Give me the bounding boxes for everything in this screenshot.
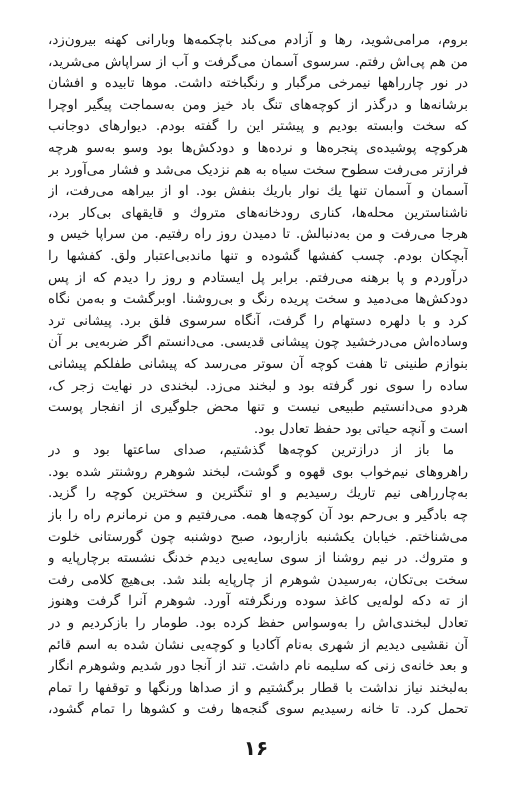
text-line: تعادل لبخندی‌اش را به‌وسواس حفظ کرده بود. طومار را بازکردیم و در: [48, 616, 468, 632]
body-text: [48, 30, 468, 721]
text-line: آسمان و آسمان تنها یك نوار باریك بنفش بود. او از بیراهه می‌رفت، از: [48, 184, 468, 200]
text-line: کرد و با دلهره دستهام را گرفت، آنگاه سرسوی فلق برد. پیشانی ترد: [48, 313, 468, 329]
text-line: من هم پی‌اش رفتم. سرسوی آسمان می‌گرفت و آب از سراپاش می‌شرید،: [48, 54, 468, 70]
text-line: ناشناسترین محله‌ها، کناری رودخانه‌های متروك و قایقهای بی‌کار برد،: [48, 205, 468, 221]
text-line: بروم، مرامی‌شوید، رها و آزادم می‌کند باچکمه‌ها وبارانی کهنه بیرون‌زد،: [48, 33, 468, 48]
text-line: و بعد خانه‌ی زنی که سلیمه نام داشت. تند از آنجا دور شدیم وشوهرم انگار: [48, 659, 468, 675]
text-line: برشانه‌ها و درگذر از کوچه‌های تنگ باد خیز ومن به‌سماجت پیگیر اوچرا: [48, 97, 468, 113]
text-line: به‌لبخند نیاز نداشت با قطار برگشتیم و از صداها ورنگها و توقفها را تمام: [48, 680, 468, 696]
paragraph-2: [48, 440, 468, 721]
text-line: هردو می‌دانستیم طبیعی نیست و تنها محض جلوگیری از انفجار پوست: [48, 400, 468, 416]
text-line: درآوردم و پا برهنه می‌رفتم. برابر پل ایستادم و روز را دیدم که از پس: [48, 270, 468, 286]
text-line: دودکش‌ها می‌دمید و سخت پریده رنگ و بی‌روشنا. اوبرگشت و به‌من نگاه: [48, 292, 468, 308]
text-line: که سخت وابسته بودیم و پیشتر این را گفته بودم. دیوارهای دوجانب: [48, 119, 468, 135]
page-number: ۱۶: [243, 736, 269, 760]
text-line: ما باز از درازترین کوچه‌ها گذشتیم، صدای ساعتها بود و در: [48, 443, 454, 459]
text-line: است و آنچه حیاتی بود حفظ تعادل بود.: [253, 421, 468, 437]
text-line: وساده‌اش می‌درخشید چون پیشانی قدیسی. می‌دانستم اگر ضربه‌یی بر آن: [48, 335, 468, 351]
text-line: هرجا می‌رفت و من به‌دنبالش. تا دمیدن روز راه رفتیم. من سراپا خیس و: [48, 227, 468, 243]
text-line: بنوازم طنینی تا هفت کوچه آن سوتر می‌رسد که پیشانی طفلکم پیشانی: [48, 356, 468, 372]
text-line: آبچکان بودم. چسب کفشها گشوده و تنها ماندبی‌اعتبار ولق. کفشها را: [48, 248, 468, 264]
text-line: از ته دکه لوله‌یی کاغذ سوده ورنگرفته آورد. شوهرم آنرا گرفت وهنوز: [48, 594, 468, 610]
text-line: و متروك. در نیم روشنا از سوی سایه‌یی دیدم خدنگ نشسته برچارپایه و: [48, 551, 468, 567]
text-line: چه بادگیر و بی‌رحم بود آن کوچه‌ها همه. می‌رفتیم و من نرمانرم راه را باز: [48, 508, 468, 524]
paragraph-1: [48, 30, 468, 440]
text-line: تحمل کرد. تا خانه رسیدیم سوی گنجه‌ها رفت و کشوها را تمام گشود،: [48, 702, 468, 718]
text-line: به‌چارراهی نیم تاریك رسیدیم و او تنگترین و سخترین کوچه را گزید.: [48, 486, 468, 502]
text-line: هرکوچه پوشیده‌ی پنجره‌ها و نرده‌ها و دودکش‌ها بود وسو به‌سو هرچه: [48, 140, 468, 156]
text-line: می‌شناختم. خیابان یکشنبه بازاربود، صبح دوشنبه چون گورستانی خلوت: [48, 529, 468, 545]
text-line: در نور چاررا‌هها نیمرخی مرگبار و رنگباخته داشت. موها تابیده و افشان: [48, 76, 468, 92]
text-line: راهروهای نیم‌خواب بوی قهوه و گوشت، لبخند شوهرم روشنتر شده بود.: [48, 464, 468, 480]
text-line: سخت بی‌تکان، به‌رسیدن شوهرم از چارپایه بلند شد. بی‌هیچ کلامی رفت: [48, 572, 468, 588]
text-line: آن نقشیی دیدیم از شهری به‌نام آکادیا و کوچه‌یی نشان شده به اسم قائم: [48, 637, 468, 653]
text-line: فرازتر می‌رفت سطوح سخت سیاه به هم نزدیک می‌شد و فشار می‌آورد بر: [48, 162, 468, 178]
text-line: ساده را سوی نور گرفته بود و لبخند می‌زد. لبخندی در نهایت زجر ک،: [48, 378, 468, 394]
